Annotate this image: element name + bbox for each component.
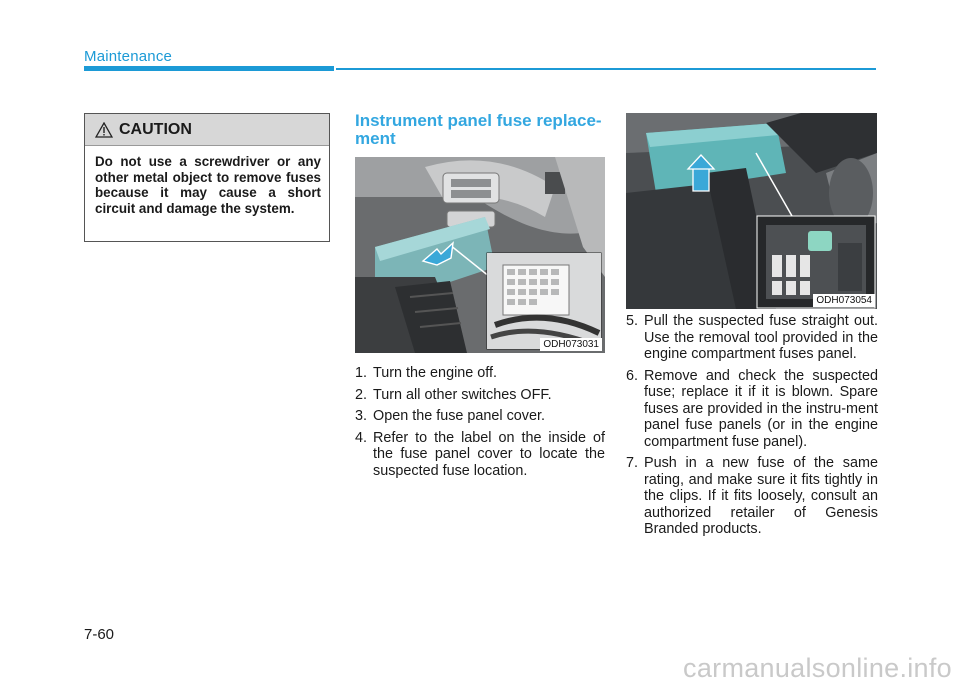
list-item <box>626 313 878 363</box>
step-text: Refer to the label on the inside of the fuse panel cover to locate the suspected fuse location. <box>373 429 605 479</box>
step-text: Remove and check the suspected fuse; replace it if it is blown. Spare fuses are provided in the instru-ment panel fuse panels (or in the engine compartment fuse panel). <box>644 367 878 450</box>
steps-list-left <box>355 365 605 484</box>
steps-list-right <box>626 313 878 543</box>
caution-box <box>84 113 330 242</box>
page-number: 7-60 <box>84 626 115 643</box>
step-number: 3. <box>355 408 368 424</box>
step-number: 6. <box>626 367 639 384</box>
caution-header <box>85 114 329 146</box>
engine-compartment-figure <box>626 113 877 309</box>
list-item <box>355 365 605 382</box>
list-item <box>355 408 605 425</box>
step-number: 2. <box>355 386 368 403</box>
header-rule-thick <box>84 66 334 71</box>
list-item <box>626 368 878 451</box>
step-number: 1. <box>355 365 368 381</box>
figure-code-left: ODH073031 <box>540 338 602 351</box>
step-text: Turn the engine off. <box>373 365 498 381</box>
section-heading: Instrument panel fuse replace-ment <box>355 111 602 148</box>
watermark: carmanualsonline.info <box>683 653 952 683</box>
step-number: 4. <box>355 429 368 446</box>
step-text: Push in a new fuse of the same rating, and make sure it fits tightly in the clips. If it fits loosely, consult an authorized retailer of Genesis Branded products. <box>644 455 878 537</box>
step-text: Pull the suspected fuse straight out. Use the removal tool provided in the engine compartment fuses panel. <box>644 313 878 362</box>
section-label: Maintenance <box>84 48 173 65</box>
instrument-panel-figure <box>355 157 605 353</box>
step-text: Open the fuse panel cover. <box>373 408 546 424</box>
figure-code-right: ODH073054 <box>813 294 875 307</box>
step-number: 7. <box>626 455 639 471</box>
caution-text: Do not use a screwdriver or any other metal object to remove fuses because it may cause a short circuit and damage the system. <box>95 154 321 216</box>
list-item <box>626 455 878 538</box>
instrument-panel-illustration <box>355 157 605 353</box>
caution-title: CAUTION <box>119 120 192 138</box>
engine-compartment-illustration <box>626 113 877 309</box>
list-item <box>355 387 605 404</box>
list-item <box>355 430 605 480</box>
step-text: Turn all other switches OFF. <box>373 386 552 403</box>
header-rule-thin <box>336 68 876 70</box>
step-number: 5. <box>626 313 639 329</box>
warning-triangle-icon <box>95 122 113 138</box>
